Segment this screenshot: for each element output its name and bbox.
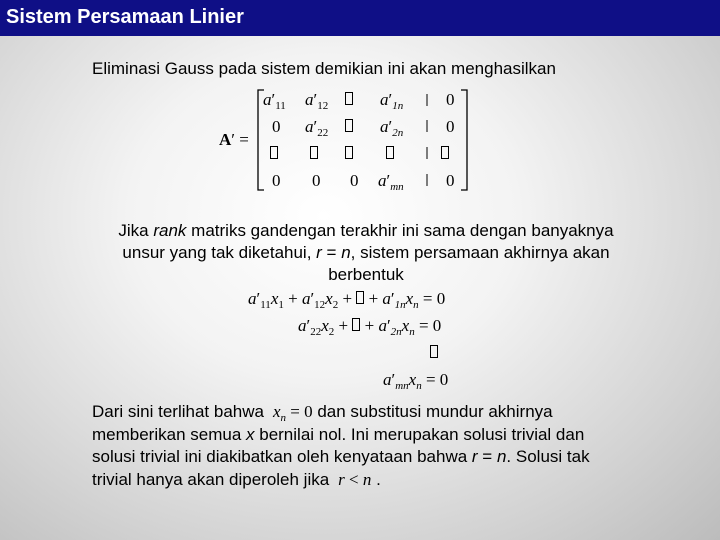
cell-bm: 0 <box>446 171 455 190</box>
cell-vdots-4 <box>441 144 449 164</box>
conclusion-line-3: solusi trivial ini diakibatkan oleh kenyataan bahwa r = n. Solusi tak <box>92 447 590 466</box>
inline-math-xn-zero: $x_n = 0$ <box>272 402 313 424</box>
paragraph-rank-line-3: berbentuk <box>328 265 404 284</box>
matrix-label: A′ = <box>219 130 249 149</box>
cell-a2n: $a'_{2n}$ <box>380 117 404 139</box>
cell-a11: $a'_{11}$ <box>263 90 286 112</box>
conclusion-line-2: memberikan semua x bernilai nol. Ini merupakan solusi trivial dan <box>92 424 585 444</box>
title-bar <box>0 0 720 36</box>
intro-text: Eliminasi Gauss pada sistem demikian ini akan menghasilkan <box>92 59 556 78</box>
equation-m: $a'_{mn}x_n = 0$ <box>383 370 449 392</box>
equation-2: $a'_{22}x_2$ + + $a'_{2n}x_n = 0$ <box>298 316 442 338</box>
cell-zero-m3: 0 <box>350 171 359 190</box>
cell-ddots <box>345 144 353 164</box>
cell-vdots-3 <box>386 144 394 164</box>
paragraph-rank <box>96 220 636 286</box>
conclusion-line-1: Dari sini terlihat bahwa $x_n = 0$ dan substitusi mundur akhirnya <box>92 402 553 424</box>
paragraph-rank-line-1: Jika rank matriks gandengan terakhir ini sama dengan banyaknya <box>118 221 614 240</box>
cell-zero-21: 0 <box>272 117 281 136</box>
cell-vdots-2 <box>310 144 318 164</box>
cell-zero-m2: 0 <box>312 171 321 190</box>
equation-vdots <box>430 343 438 363</box>
cell-b1: 0 <box>446 90 455 109</box>
cell-amn: $a'_{mn}$ <box>378 171 404 193</box>
cell-dots-2 <box>345 117 353 137</box>
cell-a22: $a'_{22}$ <box>305 117 329 139</box>
cell-dots-1 <box>345 90 353 110</box>
cell-a1n: $a'_{1n}$ <box>380 90 404 112</box>
cell-b2: 0 <box>446 117 455 136</box>
equation-1: $a'_{11}x_1 + a'_{12}x_2$ + + $a'_{1n}x_n = 0$ <box>248 289 446 311</box>
inline-math-r-less-n: r < n <box>338 469 372 489</box>
conclusion-line-4: trivial hanya akan diperoleh jika r < n . <box>92 469 381 489</box>
cell-vdots-1 <box>270 144 278 164</box>
paragraph-rank-line-2: unsur yang tak diketahui, r = n, sistem persamaan akhirnya akan <box>122 243 610 262</box>
cell-zero-m1: 0 <box>272 171 281 190</box>
slide-title: Sistem Persamaan Linier <box>6 6 244 28</box>
cell-a12: $a'_{12}$ <box>305 90 329 112</box>
